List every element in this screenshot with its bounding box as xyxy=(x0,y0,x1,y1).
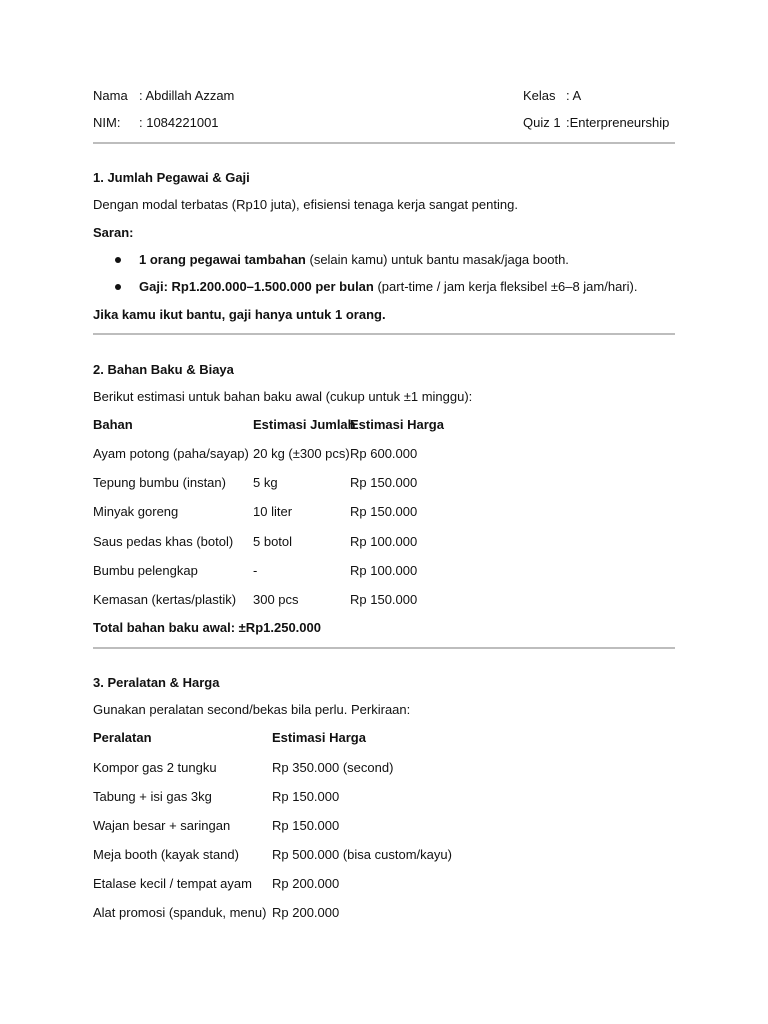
table-cell: Rp 150.000 xyxy=(350,504,418,519)
quiz-value: :Enterpreneurship xyxy=(566,115,670,130)
column-header: Bahan xyxy=(93,417,133,432)
section1-intro: Dengan modal terbatas (Rp10 juta), efisiensi tenaga kerja sangat penting. xyxy=(93,197,518,212)
table-cell: Rp 150.000 xyxy=(272,789,340,804)
table-cell: Rp 100.000 xyxy=(350,563,418,578)
table-cell: 5 botol xyxy=(253,534,293,549)
table-cell: Kompor gas 2 tungku xyxy=(93,760,217,775)
table-cell: Rp 600.000 xyxy=(350,446,418,461)
table-cell: 10 liter xyxy=(253,504,293,519)
section2-total: Total bahan baku awal: ±Rp1.250.000 xyxy=(93,620,321,635)
nim-value: : 1084221001 xyxy=(139,115,219,130)
table-cell: Minyak goreng xyxy=(93,504,179,519)
section1-note: Jika kamu ikut bantu, gaji hanya untuk 1 orang. xyxy=(93,307,386,322)
name-value: : Abdillah Azzam xyxy=(139,88,235,103)
table-cell: Rp 350.000 (second) xyxy=(272,760,394,775)
table-cell: Alat promosi (spanduk, menu) xyxy=(93,905,267,920)
table-cell: 20 kg (±300 pcs) xyxy=(253,446,350,461)
kelas-value: : A xyxy=(566,88,582,103)
column-header: Estimasi Harga xyxy=(350,417,444,432)
kelas-label: Kelas xyxy=(523,88,556,103)
bullet-bold: Gaji: Rp1.200.000–1.500.000 per bulan xyxy=(139,279,374,294)
table-cell: Ayam potong (paha/sayap) xyxy=(93,446,249,461)
section3-intro: Gunakan peralatan second/bekas bila perlu. Perkiraan: xyxy=(93,702,411,717)
table-cell: Bumbu pelengkap xyxy=(93,563,198,578)
section1-saran: Saran: xyxy=(93,225,134,240)
nim-field xyxy=(93,115,219,131)
quiz-label: Quiz 1 xyxy=(523,115,561,130)
table-cell: Tabung + isi gas 3kg xyxy=(93,789,212,804)
bullet-icon xyxy=(115,284,121,290)
divider xyxy=(93,333,675,335)
divider xyxy=(93,142,675,144)
column-header: Estimasi Jumlah xyxy=(253,417,356,432)
bullet-icon xyxy=(115,257,121,263)
table-cell: Rp 200.000 xyxy=(272,876,340,891)
section2-intro: Berikut estimasi untuk bahan baku awal (cukup untuk ±1 minggu): xyxy=(93,389,473,404)
table-cell: Etalase kecil / tempat ayam xyxy=(93,876,252,891)
table-cell: Tepung bumbu (instan) xyxy=(93,475,226,490)
bullet-text: (part-time / jam kerja fleksibel ±6–8 jam/hari). xyxy=(373,279,638,294)
table-cell: Kemasan (kertas/plastik) xyxy=(93,592,237,607)
column-header: Estimasi Harga xyxy=(272,730,366,745)
section1-title: 1. Jumlah Pegawai & Gaji xyxy=(93,170,250,185)
table-cell: Saus pedas khas (botol) xyxy=(93,534,234,549)
name-label: Nama xyxy=(93,88,128,103)
table-cell: Wajan besar + saringan xyxy=(93,818,231,833)
bullet-text: (selain kamu) untuk bantu masak/jaga booth. xyxy=(305,252,569,267)
section3-title: 3. Peralatan & Harga xyxy=(93,675,220,690)
nim-label: NIM: xyxy=(93,115,121,130)
name-field xyxy=(93,88,234,104)
table-cell: Rp 500.000 (bisa custom/kayu) xyxy=(272,847,452,862)
section2-title: 2. Bahan Baku & Biaya xyxy=(93,362,234,377)
table-cell: Rp 150.000 xyxy=(350,475,418,490)
table-cell: Rp 150.000 xyxy=(272,818,340,833)
table-cell: - xyxy=(253,563,258,578)
bullet-bold: 1 orang pegawai tambahan xyxy=(139,252,306,267)
column-header: Peralatan xyxy=(93,730,152,745)
table-cell: 300 pcs xyxy=(253,592,299,607)
table-cell: 5 kg xyxy=(253,475,278,490)
table-cell: Rp 200.000 xyxy=(272,905,340,920)
quiz-field xyxy=(523,115,669,131)
divider xyxy=(93,647,675,649)
kelas-field xyxy=(523,88,581,104)
table-cell: Meja booth (kayak stand) xyxy=(93,847,239,862)
table-cell: Rp 100.000 xyxy=(350,534,418,549)
table-cell: Rp 150.000 xyxy=(350,592,418,607)
